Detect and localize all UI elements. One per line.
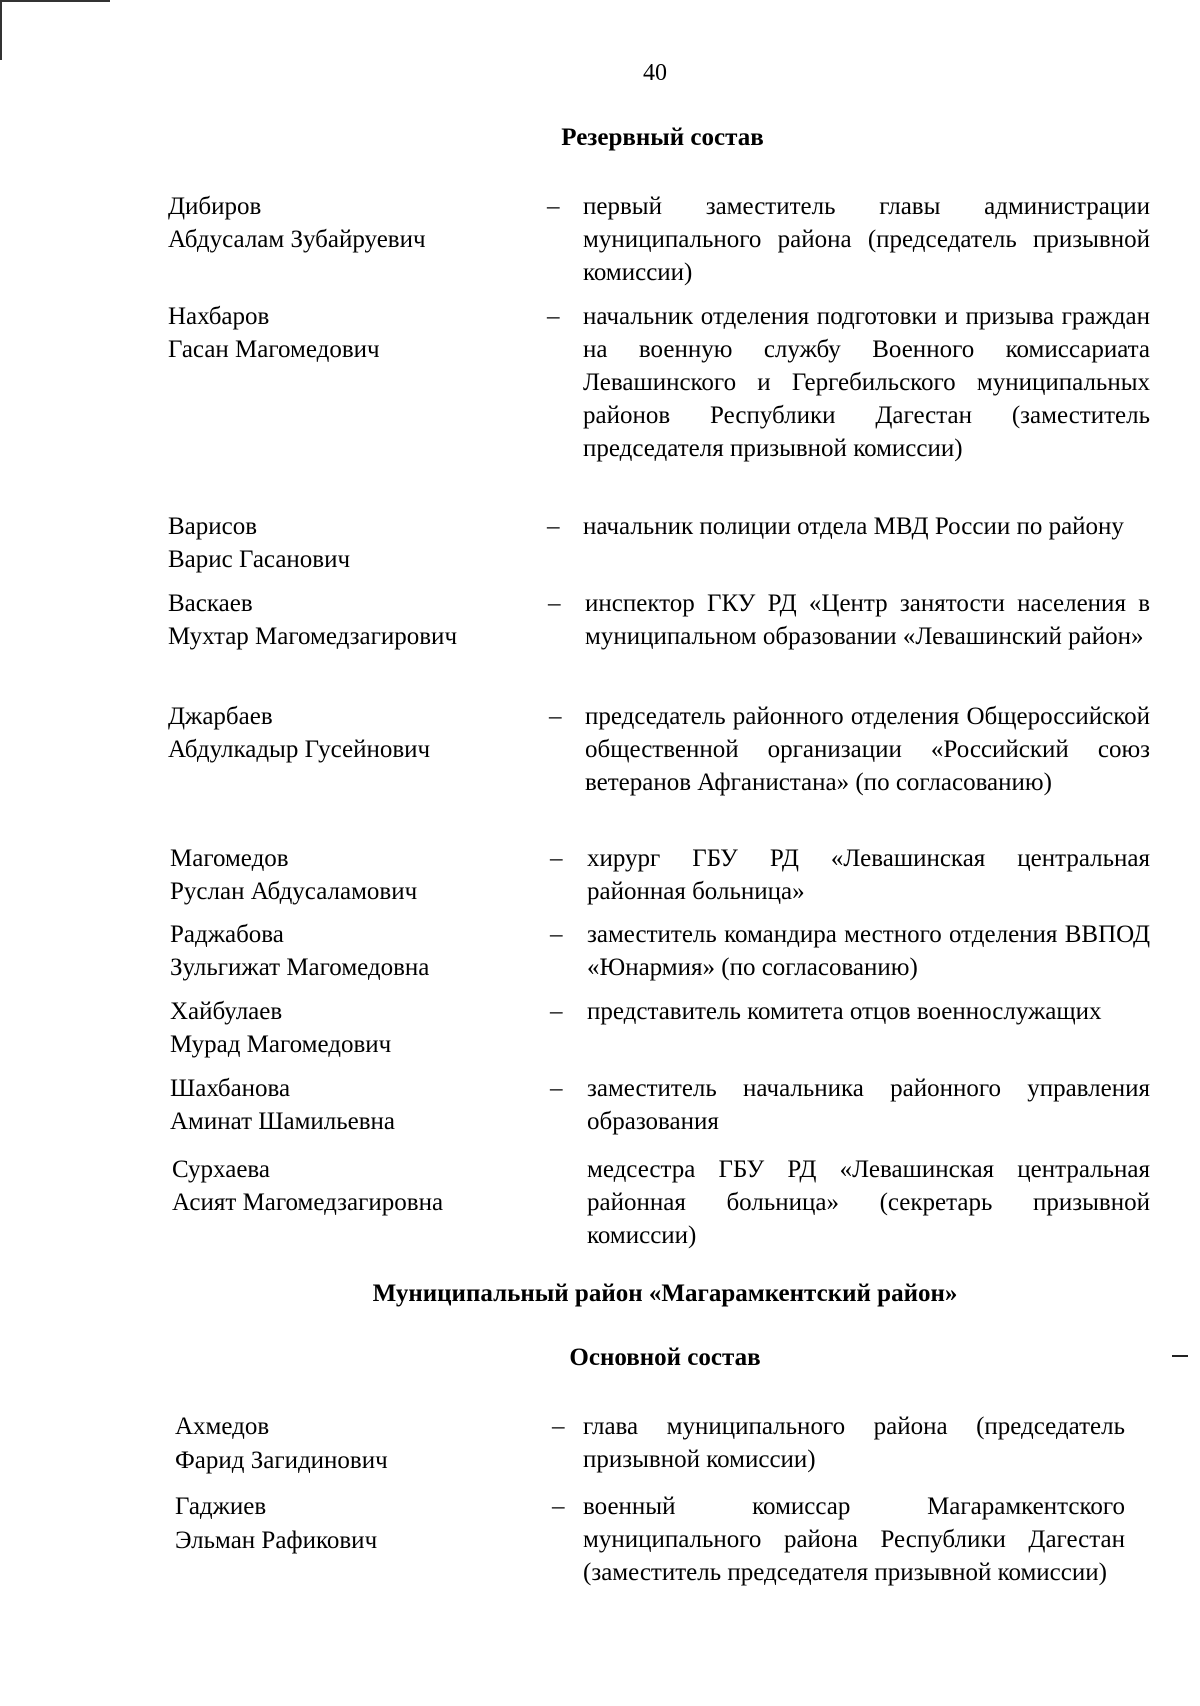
member-surname: Шахбанова: [170, 1075, 291, 1102]
entry-dash: –: [548, 590, 561, 617]
scan-edge-top-line: [0, 0, 110, 2]
member-given-names: Руслан Абдусаламович: [170, 878, 418, 905]
entry-dash: –: [552, 1413, 565, 1440]
entry-dash: –: [550, 921, 563, 948]
main-heading: Основной состав: [569, 1344, 761, 1371]
reserve-heading: Резервный состав: [561, 124, 764, 151]
member-given-names: Абдусалам Зубайруевич: [168, 226, 426, 253]
district-heading: Муниципальный район «Магарамкентский район»: [372, 1280, 958, 1307]
entry-dash: –: [550, 845, 563, 872]
member-surname: Варисов: [168, 513, 258, 540]
entry-dash: –: [547, 513, 560, 540]
member-duty: заместитель командира местного отделения ВВПОД «Юнармия» (по согласованию): [587, 921, 1150, 981]
member-given-names: Фарид Загидинович: [175, 1447, 388, 1474]
member-given-names: Гасан Магомедович: [168, 336, 380, 363]
member-duty: медсестра ГБУ РД «Левашинская центральная районная больница» (секретарь призывной комиссии): [587, 1156, 1150, 1249]
member-duty: председатель районного отделения Общероссийской общественной организации «Российский союз ветеранов Афганистана» (по согласованию): [585, 703, 1150, 796]
member-given-names: Аминат Шамильевна: [170, 1108, 396, 1135]
member-given-names: Мухтар Магомедзагирович: [168, 623, 458, 650]
member-duty: инспектор ГКУ РД «Центр занятости населения в муниципальном образовании «Левашинский район»: [585, 590, 1150, 650]
member-duty: начальник отделения подготовки и призыва граждан на военную службу Военного комиссариата Левашинского и Гергебильского муниципальных районов Республики Дагестан (заместитель председателя призывной комиссии): [583, 303, 1150, 462]
scan-edge-left-line: [0, 0, 2, 60]
member-surname: Раджабова: [170, 921, 284, 948]
entry-dash: –: [550, 1075, 563, 1102]
member-surname: Сурхаева: [172, 1156, 270, 1183]
member-given-names: Асият Магомедзагировна: [172, 1189, 444, 1216]
member-surname: Гаджиев: [175, 1493, 267, 1520]
member-duty: представитель комитета отцов военнослужащих: [587, 998, 1102, 1025]
member-given-names: Варис Гасанович: [168, 546, 351, 573]
member-given-names: Мурад Магомедович: [170, 1031, 392, 1058]
member-surname: Джарбаев: [168, 703, 273, 730]
member-given-names: Абдулкадыр Гусейнович: [168, 736, 431, 763]
member-surname: Ахмедов: [175, 1413, 270, 1440]
member-duty: глава муниципального района (председатель призывной комиссии): [583, 1413, 1125, 1473]
page-number: 40: [643, 60, 667, 86]
member-surname: Васкаев: [168, 590, 253, 617]
entry-dash: –: [547, 193, 560, 220]
member-surname: Магомедов: [170, 845, 289, 872]
member-given-names: Эльман Рафикович: [175, 1527, 378, 1554]
entry-dash: –: [552, 1493, 565, 1520]
member-surname: Хайбулаев: [170, 998, 283, 1025]
member-duty: первый заместитель главы администрации муниципального района (председатель призывной комиссии): [583, 193, 1150, 286]
member-duty: военный комиссар Магарамкентского муниципального района Республики Дагестан (заместитель председателя призывной комиссии): [583, 1493, 1125, 1586]
member-duty: начальник полиции отдела МВД России по району: [583, 513, 1124, 540]
member-surname: Дибиров: [168, 193, 262, 220]
member-duty: заместитель начальника районного управления образования: [587, 1075, 1150, 1135]
entry-dash: –: [550, 998, 563, 1025]
member-given-names: Зульгижат Магомедовна: [170, 954, 430, 981]
member-duty: хирург ГБУ РД «Левашинская центральная районная больница»: [587, 845, 1150, 905]
entry-dash: –: [549, 703, 562, 730]
member-surname: Нахбаров: [168, 303, 270, 330]
entry-dash: –: [547, 303, 560, 330]
